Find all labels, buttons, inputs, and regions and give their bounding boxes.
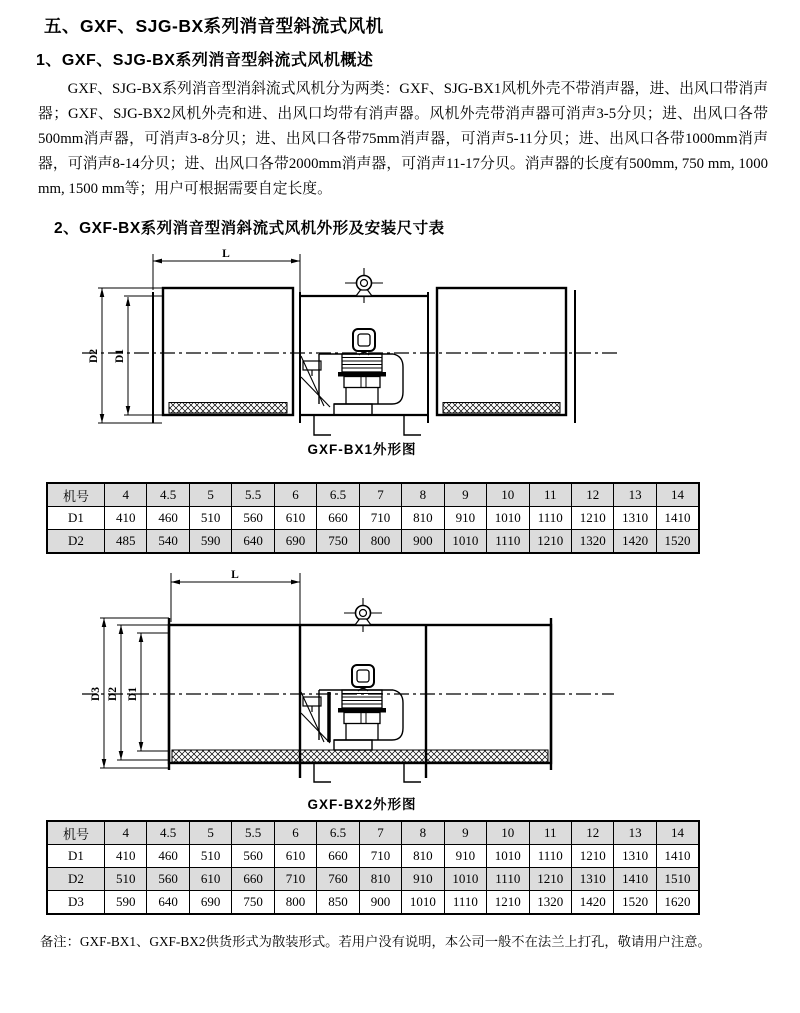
gxf-bx1-outline-drawing [62, 246, 642, 466]
dimension-cell: 1420 [614, 530, 656, 554]
inlet-silencer-box [153, 288, 300, 423]
dimension-cell: 1110 [487, 868, 529, 891]
column-header: 14 [656, 483, 699, 507]
dimension-cell: 1310 [614, 845, 656, 868]
outlet-silencer-box [437, 288, 575, 423]
column-header: 5.5 [232, 483, 274, 507]
dimension-D1 [137, 633, 169, 751]
column-header: 5.5 [232, 821, 274, 845]
column-header: 10 [487, 483, 529, 507]
footnote: 备注：GXF-BX1、GXF-BX2供货形式为散装形式。若用户没有说明，本公司一般不在法兰上打孔，敬请用户注意。 [40, 934, 711, 949]
row-label: D1 [47, 507, 105, 530]
dimension-cell: 1310 [614, 507, 656, 530]
column-header: 9 [444, 821, 486, 845]
dimension-cell: 640 [147, 891, 189, 915]
dimension-cell: 1410 [614, 868, 656, 891]
dimension-cell: 1210 [571, 507, 613, 530]
sound-lining-hatch-left [169, 403, 287, 414]
table-row [47, 507, 699, 530]
dimension-cell: 1010 [402, 891, 444, 915]
junction-box [352, 665, 374, 691]
column-header: 13 [614, 821, 656, 845]
dimension-cell: 690 [189, 891, 231, 915]
table-header-row [47, 821, 699, 845]
section1-heading: 1、GXF、SJG-BX系列消音型斜流式风机概述 [36, 52, 374, 69]
outer-casing [169, 618, 551, 778]
dimension-cell: 710 [359, 845, 401, 868]
dimension-cell: 710 [359, 507, 401, 530]
column-header: 6.5 [317, 483, 359, 507]
dimension-cell: 1320 [529, 891, 571, 915]
column-header: 机号 [47, 483, 105, 507]
dimension-cell: 510 [189, 507, 231, 530]
dimension-cell: 810 [402, 507, 444, 530]
dimension-cell: 590 [189, 530, 231, 554]
junction-box [353, 329, 375, 355]
dimension-cell: 1520 [656, 530, 699, 554]
column-header: 6 [274, 821, 316, 845]
dimension-cell: 1110 [444, 891, 486, 915]
dimension-cell: 640 [232, 530, 274, 554]
diagram1-caption: GXF-BX1外形图 [307, 442, 417, 457]
dimension-cell: 910 [402, 868, 444, 891]
column-header: 4 [105, 483, 147, 507]
dimension-cell: 590 [105, 891, 147, 915]
dimension-cell: 610 [274, 845, 316, 868]
sound-lining-hatch-right [443, 403, 560, 414]
dimension-cell: 690 [274, 530, 316, 554]
dimension-cell: 1520 [614, 891, 656, 915]
dimension-cell: 1010 [444, 868, 486, 891]
column-header: 11 [529, 821, 571, 845]
dimension-cell: 1110 [529, 507, 571, 530]
dimension-cell: 460 [147, 845, 189, 868]
dimension-cell: 610 [189, 868, 231, 891]
dimension-cell: 1210 [487, 891, 529, 915]
dimension-cell: 800 [274, 891, 316, 915]
column-header: 14 [656, 821, 699, 845]
dimension-cell: 1010 [487, 845, 529, 868]
dimension-cell: 560 [147, 868, 189, 891]
dimension-cell: 750 [232, 891, 274, 915]
dimension-cell: 1010 [487, 507, 529, 530]
dimension-cell: 610 [274, 507, 316, 530]
mounting-feet [314, 415, 421, 435]
column-header: 8 [402, 821, 444, 845]
dimension-cell: 850 [317, 891, 359, 915]
dimension-cell: 1110 [529, 845, 571, 868]
label-L: L [231, 569, 239, 581]
row-label: D3 [47, 891, 105, 915]
eyebolt-icon [345, 268, 383, 303]
dimension-cell: 710 [274, 868, 316, 891]
dimension-cell: 1620 [656, 891, 699, 915]
column-header: 5 [189, 483, 231, 507]
column-header: 7 [359, 821, 401, 845]
dimension-cell: 485 [105, 530, 147, 554]
label-D1: D1 [127, 686, 139, 702]
column-header: 7 [359, 483, 401, 507]
mounting-feet [314, 763, 421, 782]
table-row [47, 530, 699, 554]
row-label: D2 [47, 868, 105, 891]
dimension-cell: 540 [147, 530, 189, 554]
dimension-cell: 660 [232, 868, 274, 891]
dimension-cell: 410 [105, 845, 147, 868]
column-header: 4.5 [147, 483, 189, 507]
dimension-cell: 810 [359, 868, 401, 891]
intro-paragraph: GXF、SJG-BX系列消音型消斜流式风机分为两类：GXF、SJG-BX1风机外壳不带消声器，进、出风口带消声器；GXF、SJG-BX2风机外壳和进、出风口均带有消声器。风机外壳带消声器可消声3-5分贝；进、出风口各带500mm消声器，可消声3-8分贝；进、出风口各带75mm消声器，可消声5-11分贝；进、出风口各带1000mm消声器，可消声8-14分贝；进、出风口各带2000mm消声器，可消声11-17分贝。消声器的长度有500mm, 750 mm, 1000 mm, 1500 mm等；用户可根据需要自定长度。 [38, 81, 768, 197]
column-header: 12 [571, 483, 613, 507]
column-header: 4 [105, 821, 147, 845]
motor-assembly [301, 354, 403, 415]
dimension-cell: 900 [402, 530, 444, 554]
motor-assembly [301, 690, 403, 750]
column-header: 5 [189, 821, 231, 845]
sound-lining-hatch [172, 750, 548, 762]
label-D3: D3 [90, 686, 102, 702]
table-row [47, 845, 699, 868]
label-D2: D2 [107, 686, 119, 702]
table-header-row [47, 483, 699, 507]
dimension-cell: 1320 [571, 530, 613, 554]
dimension-D1 [124, 296, 162, 415]
row-label: D1 [47, 845, 105, 868]
column-header: 11 [529, 483, 571, 507]
label-D2: D2 [88, 348, 100, 364]
dimension-cell: 560 [232, 845, 274, 868]
column-header: 8 [402, 483, 444, 507]
row-label: D2 [47, 530, 105, 554]
gxf-bx2-outline-drawing [62, 568, 642, 820]
dimension-cell: 910 [444, 845, 486, 868]
column-header: 6 [274, 483, 316, 507]
label-D1: D1 [114, 348, 126, 364]
dimension-cell: 410 [105, 507, 147, 530]
dimension-cell: 1410 [656, 507, 699, 530]
column-header: 13 [614, 483, 656, 507]
dimension-cell: 1210 [529, 530, 571, 554]
dimension-cell: 1110 [487, 530, 529, 554]
dimension-cell: 900 [359, 891, 401, 915]
document-page [0, 13, 800, 1013]
dimension-cell: 510 [105, 868, 147, 891]
dimension-cell: 1410 [656, 845, 699, 868]
dimension-cell: 910 [444, 507, 486, 530]
table-row [47, 891, 699, 915]
dimension-cell: 750 [317, 530, 359, 554]
label-L: L [222, 248, 230, 260]
dimension-cell: 1010 [444, 530, 486, 554]
dimension-cell: 1420 [571, 891, 613, 915]
dimension-cell: 660 [317, 845, 359, 868]
dimension-cell: 1510 [656, 868, 699, 891]
column-header: 6.5 [317, 821, 359, 845]
dimension-cell: 1210 [529, 868, 571, 891]
eyebolt-icon [344, 598, 382, 632]
dimension-cell: 1310 [571, 868, 613, 891]
column-header: 12 [571, 821, 613, 845]
page-title: 五、GXF、SJG-BX系列消音型斜流式风机 [44, 16, 384, 36]
dimension-cell: 510 [189, 845, 231, 868]
dimension-cell: 560 [232, 507, 274, 530]
diagram2-caption: GXF-BX2外形图 [307, 797, 417, 812]
column-header: 4.5 [147, 821, 189, 845]
gxf-bx2-dimension-table [46, 820, 700, 915]
column-header: 9 [444, 483, 486, 507]
dimension-cell: 460 [147, 507, 189, 530]
table-row [47, 868, 699, 891]
dimension-cell: 810 [402, 845, 444, 868]
dimension-cell: 660 [317, 507, 359, 530]
section2-heading: 2、GXF-BX系列消音型消斜流式风机外形及安装尺寸表 [54, 220, 445, 237]
column-header: 机号 [47, 821, 105, 845]
gxf-bx1-dimension-table [46, 482, 700, 554]
dimension-cell: 760 [317, 868, 359, 891]
dimension-cell: 800 [359, 530, 401, 554]
dimension-D2 [117, 625, 169, 760]
column-header: 10 [487, 821, 529, 845]
dimension-cell: 1210 [571, 845, 613, 868]
